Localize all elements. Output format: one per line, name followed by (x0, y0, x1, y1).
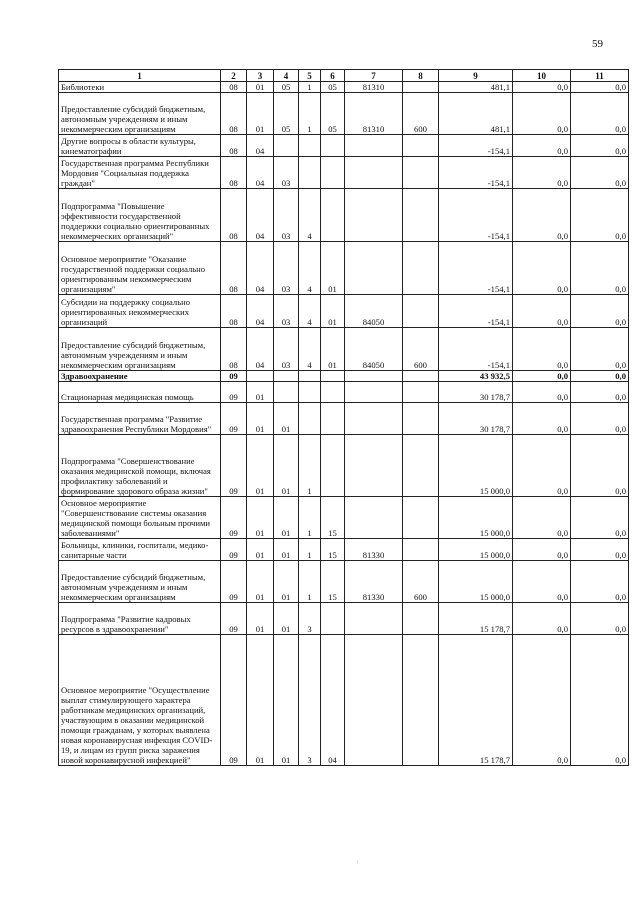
cell-c8 (403, 371, 439, 382)
cell-c10: 0,0 (513, 382, 571, 403)
row-name: Государственная программа Республики Мордовия "Социальная поддержка граждан" (61, 158, 209, 188)
cell-c4: 01 (274, 561, 299, 603)
cell-c9: 30 178,7 (439, 382, 513, 403)
cell-c4 (274, 135, 299, 157)
cell-c3: 01 (247, 561, 274, 603)
cell-c8 (403, 295, 439, 328)
cell-c10: 0,0 (513, 135, 571, 157)
table-row (59, 539, 629, 561)
cell-c4: 01 (274, 539, 299, 561)
col-header: 8 (403, 70, 439, 82)
cell-c7: 84050 (345, 328, 403, 371)
cell-c8 (403, 135, 439, 157)
cell-c5 (299, 157, 321, 189)
cell-c9: -154,1 (439, 328, 513, 371)
cell-c3: 04 (247, 157, 274, 189)
cell-c8 (403, 603, 439, 635)
cell-c3: 01 (247, 635, 274, 766)
col-header: 2 (221, 70, 247, 82)
cell-c5 (299, 371, 321, 382)
cell-c8 (403, 82, 439, 93)
row-name-cell (59, 82, 221, 93)
cell-c11: 0,0 (571, 435, 629, 497)
col-header: 3 (247, 70, 274, 82)
cell-c11: 0,0 (571, 635, 629, 766)
cell-c5: 3 (299, 603, 321, 635)
row-name: Другие вопросы в области культуры, кинематографии (61, 136, 196, 156)
cell-c6: 01 (321, 328, 345, 371)
cell-c4: 01 (274, 497, 299, 539)
cell-c5 (299, 382, 321, 403)
cell-c7 (345, 371, 403, 382)
table-row (59, 371, 629, 382)
cell-c3: 01 (247, 82, 274, 93)
cell-c2: 08 (221, 242, 247, 295)
table-row (59, 403, 629, 435)
row-name: Подпрограмма "Совершенствование оказания медицинской помощи, включая профилактику заболеваний и формирование здорового образа жизни" (61, 456, 211, 496)
cell-c3: 01 (247, 382, 274, 403)
cell-c9: 15 000,0 (439, 539, 513, 561)
table-row (59, 435, 629, 497)
cell-c10: 0,0 (513, 403, 571, 435)
table-row (59, 242, 629, 295)
cell-c4 (274, 371, 299, 382)
cell-c7 (345, 242, 403, 295)
cell-c2: 08 (221, 82, 247, 93)
row-name-cell (59, 135, 221, 157)
cell-c6: 05 (321, 82, 345, 93)
cell-c2: 09 (221, 497, 247, 539)
cell-c8 (403, 539, 439, 561)
cell-c4 (274, 382, 299, 403)
cell-c9: 43 932,5 (439, 371, 513, 382)
cell-c3: 04 (247, 328, 274, 371)
cell-c6 (321, 135, 345, 157)
cell-c4: 03 (274, 157, 299, 189)
cell-c3: 01 (247, 497, 274, 539)
row-name-cell (59, 403, 221, 435)
row-name-cell (59, 539, 221, 561)
cell-c8 (403, 242, 439, 295)
cell-c6 (321, 371, 345, 382)
cell-c5 (299, 403, 321, 435)
row-name-cell (59, 371, 221, 382)
cell-c6: 15 (321, 497, 345, 539)
cell-c10: 0,0 (513, 539, 571, 561)
cell-c10: 0,0 (513, 242, 571, 295)
row-name: Стационарная медицинская помощь (61, 392, 194, 402)
table-row (59, 295, 629, 328)
cell-c5: 4 (299, 328, 321, 371)
cell-c5: 4 (299, 295, 321, 328)
header-row (59, 70, 629, 82)
cell-c6: 15 (321, 561, 345, 603)
table-row (59, 603, 629, 635)
row-name-cell (59, 603, 221, 635)
cell-c6: 01 (321, 295, 345, 328)
cell-c7: 84050 (345, 295, 403, 328)
cell-c10: 0,0 (513, 295, 571, 328)
cell-c10: 0,0 (513, 435, 571, 497)
cell-c7 (345, 382, 403, 403)
col-header: 11 (571, 70, 629, 82)
row-name: Государственная программа "Развитие здравоохранения Республики Мордовия" (61, 414, 212, 434)
cell-c9: 15 000,0 (439, 497, 513, 539)
col-header: 1 (59, 70, 221, 82)
row-name: Предоставление субсидий бюджетным, автономным учреждениям и иным некоммерческим организациям (61, 104, 206, 134)
cell-c6: 01 (321, 242, 345, 295)
cell-c2: 09 (221, 435, 247, 497)
cell-c10: 0,0 (513, 189, 571, 242)
cell-c7 (345, 435, 403, 497)
cell-c9: 15 178,7 (439, 635, 513, 766)
row-name: Больницы, клиники, госпитали, медико-санитарные части (61, 540, 209, 560)
cell-c5: 1 (299, 82, 321, 93)
cell-c8 (403, 435, 439, 497)
table-row (59, 189, 629, 242)
cell-c11: 0,0 (571, 561, 629, 603)
cell-c7 (345, 189, 403, 242)
row-name-cell (59, 435, 221, 497)
cell-c4: 03 (274, 295, 299, 328)
table-body (59, 82, 629, 766)
row-name-cell (59, 561, 221, 603)
cell-c2: 08 (221, 189, 247, 242)
cell-c3: 04 (247, 242, 274, 295)
cell-c11: 0,0 (571, 497, 629, 539)
cell-c9: 481,1 (439, 93, 513, 135)
col-header: 4 (274, 70, 299, 82)
table-row (59, 497, 629, 539)
cell-c11: 0,0 (571, 82, 629, 93)
cell-c9: -154,1 (439, 242, 513, 295)
cell-c5: 4 (299, 242, 321, 295)
row-name: Здравоохранение (61, 371, 128, 381)
cell-c9: 481,1 (439, 82, 513, 93)
cell-c9: -154,1 (439, 157, 513, 189)
budget-table (58, 69, 629, 766)
cell-c6: 15 (321, 539, 345, 561)
cell-c11: 0,0 (571, 93, 629, 135)
cell-c3: 01 (247, 93, 274, 135)
cell-c3: 04 (247, 135, 274, 157)
cell-c4: 05 (274, 82, 299, 93)
cell-c5: 1 (299, 497, 321, 539)
cell-c11: 0,0 (571, 403, 629, 435)
cell-c2: 09 (221, 382, 247, 403)
cell-c7: 81310 (345, 93, 403, 135)
page-number: 59 (592, 38, 603, 50)
cell-c2: 08 (221, 295, 247, 328)
cell-c3: 01 (247, 539, 274, 561)
cell-c5: 4 (299, 189, 321, 242)
row-name: Основное мероприятие "Совершенствование системы оказания медицинской помощи больным прочими заболеваниями" (61, 498, 210, 538)
col-header: 5 (299, 70, 321, 82)
cell-c7 (345, 157, 403, 189)
cell-c7 (345, 635, 403, 766)
cell-c3: 01 (247, 403, 274, 435)
cell-c6 (321, 403, 345, 435)
cell-c8 (403, 157, 439, 189)
cell-c5 (299, 135, 321, 157)
cell-c9: -154,1 (439, 189, 513, 242)
cell-c4: 05 (274, 93, 299, 135)
row-name: Основное мероприятие "Оказание государственной поддержки социально ориентированным некоммерческим организациям" (61, 254, 206, 294)
scan-mark: · (356, 858, 359, 867)
cell-c2: 09 (221, 635, 247, 766)
cell-c11: 0,0 (571, 242, 629, 295)
cell-c9: -154,1 (439, 135, 513, 157)
col-header: 9 (439, 70, 513, 82)
row-name-cell (59, 93, 221, 135)
cell-c10: 0,0 (513, 603, 571, 635)
cell-c7 (345, 603, 403, 635)
cell-c11: 0,0 (571, 328, 629, 371)
cell-c6 (321, 157, 345, 189)
col-header: 6 (321, 70, 345, 82)
cell-c2: 08 (221, 328, 247, 371)
cell-c11: 0,0 (571, 295, 629, 328)
cell-c11: 0,0 (571, 157, 629, 189)
row-name-cell (59, 328, 221, 371)
row-name-cell (59, 157, 221, 189)
cell-c5: 1 (299, 93, 321, 135)
cell-c6 (321, 189, 345, 242)
row-name: Библиотеки (61, 82, 105, 92)
cell-c10: 0,0 (513, 328, 571, 371)
cell-c11: 0,0 (571, 382, 629, 403)
row-name: Предоставление субсидий бюджетным, автономным учреждениям и иным некоммерческим организациям (61, 340, 206, 370)
cell-c3: 01 (247, 435, 274, 497)
cell-c10: 0,0 (513, 635, 571, 766)
cell-c10: 0,0 (513, 93, 571, 135)
cell-c3: 04 (247, 189, 274, 242)
table-row (59, 93, 629, 135)
cell-c8 (403, 382, 439, 403)
cell-c11: 0,0 (571, 603, 629, 635)
row-name-cell (59, 189, 221, 242)
cell-c10: 0,0 (513, 497, 571, 539)
cell-c7 (345, 497, 403, 539)
cell-c8: 600 (403, 93, 439, 135)
cell-c2: 09 (221, 539, 247, 561)
cell-c5: 1 (299, 435, 321, 497)
row-name: Подпрограмма "Развитие кадровых ресурсов в здравоохранении" (61, 614, 191, 634)
row-name: Основное мероприятие "Осуществление выплат стимулирующего характера работникам медицинских организаций, участвующим в оказании медицинской помощи гражданам, у которых выявлена новая коронавирусная инфекция COVID-19, и лицам из групп риска заражения новой коронавирусной инфекцией" (61, 685, 213, 765)
cell-c4: 03 (274, 328, 299, 371)
cell-c3: 01 (247, 603, 274, 635)
cell-c4: 01 (274, 635, 299, 766)
cell-c8 (403, 635, 439, 766)
table-row (59, 82, 629, 93)
cell-c2: 09 (221, 371, 247, 382)
row-name-cell (59, 635, 221, 766)
row-name: Подпрограмма "Повышение эффективности государственной поддержки социально ориентированных некоммерческих организаций" (61, 201, 210, 241)
cell-c4: 01 (274, 403, 299, 435)
row-name: Предоставление субсидий бюджетным, автономным учреждениям и иным некоммерческим организациям (61, 572, 206, 602)
cell-c8 (403, 189, 439, 242)
cell-c9: 15 000,0 (439, 435, 513, 497)
table-row (59, 135, 629, 157)
cell-c6 (321, 435, 345, 497)
row-name-cell (59, 242, 221, 295)
cell-c8: 600 (403, 561, 439, 603)
cell-c9: 15 178,7 (439, 603, 513, 635)
cell-c11: 0,0 (571, 371, 629, 382)
cell-c2: 09 (221, 603, 247, 635)
cell-c5: 1 (299, 561, 321, 603)
cell-c4: 03 (274, 242, 299, 295)
cell-c6 (321, 382, 345, 403)
cell-c4: 03 (274, 189, 299, 242)
row-name-cell (59, 295, 221, 328)
cell-c9: 30 178,7 (439, 403, 513, 435)
cell-c11: 0,0 (571, 189, 629, 242)
cell-c10: 0,0 (513, 561, 571, 603)
cell-c4: 01 (274, 435, 299, 497)
table-row (59, 561, 629, 603)
cell-c8 (403, 403, 439, 435)
cell-c4: 01 (274, 603, 299, 635)
cell-c7: 81310 (345, 82, 403, 93)
cell-c7: 81330 (345, 561, 403, 603)
cell-c6: 04 (321, 635, 345, 766)
cell-c2: 08 (221, 135, 247, 157)
row-name-cell (59, 497, 221, 539)
cell-c6: 05 (321, 93, 345, 135)
col-header: 10 (513, 70, 571, 82)
cell-c7: 81330 (345, 539, 403, 561)
cell-c2: 08 (221, 157, 247, 189)
cell-c5: 3 (299, 635, 321, 766)
cell-c8: 600 (403, 328, 439, 371)
cell-c3 (247, 371, 274, 382)
cell-c9: 15 000,0 (439, 561, 513, 603)
cell-c10: 0,0 (513, 371, 571, 382)
cell-c2: 09 (221, 403, 247, 435)
cell-c7 (345, 403, 403, 435)
row-name-cell (59, 382, 221, 403)
table-row (59, 635, 629, 766)
cell-c7 (345, 135, 403, 157)
col-header: 7 (345, 70, 403, 82)
cell-c6 (321, 603, 345, 635)
cell-c8 (403, 497, 439, 539)
cell-c5: 1 (299, 539, 321, 561)
cell-c3: 04 (247, 295, 274, 328)
row-name: Субсидии на поддержку социально ориентированных некоммерческих организаций (61, 297, 191, 327)
cell-c10: 0,0 (513, 157, 571, 189)
cell-c10: 0,0 (513, 82, 571, 93)
cell-c2: 09 (221, 561, 247, 603)
table-row (59, 328, 629, 371)
cell-c11: 0,0 (571, 539, 629, 561)
table-row (59, 157, 629, 189)
cell-c9: -154,1 (439, 295, 513, 328)
cell-c11: 0,0 (571, 135, 629, 157)
table-row (59, 382, 629, 403)
cell-c2: 08 (221, 93, 247, 135)
